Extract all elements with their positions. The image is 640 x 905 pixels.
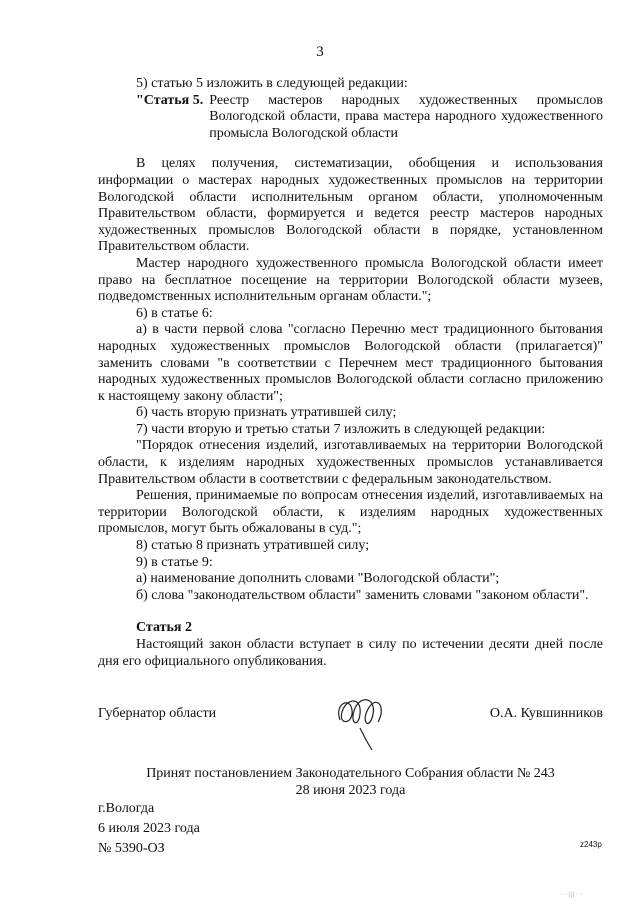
document-code: z243p (580, 840, 602, 849)
handwritten-signature (330, 690, 390, 752)
paragraph-item-9b: б) слова "законодательством области" заменить словами "законом области". (136, 587, 589, 603)
signatory-name: О.А. Кувшинников (489, 706, 603, 721)
paragraph-master-rights: Мастер народного художественного промысла Вологодской области имеет право на бесплатное посещение на территории Вологодской области музеев, подведомственных исполнительным органам области."; (98, 255, 603, 305)
footer-date: 6 июля 2023 года (98, 821, 200, 836)
article-2-heading: Статья 2 (136, 620, 192, 636)
page-number: 3 (316, 44, 324, 60)
article-5-heading (136, 93, 603, 143)
paragraph-item-6b: б) часть вторую признать утратившей силу; (136, 405, 397, 421)
paragraph-procedure: "Порядок отнесения изделий, изготавливаемых на территории Вологодской области, к изделиям народных художественных промыслов устанавливается Правительством области в соответствии с федеральным законодательством. (98, 438, 603, 487)
adoption-note (98, 765, 603, 799)
footer-info (98, 799, 200, 859)
paragraph-item-7: 7) части вторую и третью статьи 7 изложить в следующей редакции: (136, 421, 546, 437)
paragraph-decisions: Решения, принимаемые по вопросам отнесения изделий, изготавливаемых на территории Вологодской области, к изделиям народных художественных промыслов, могут быть обжалованы в суд."; (98, 488, 603, 537)
footer-number: № 5390-ОЗ (98, 841, 165, 856)
scan-marks: · ·|||· · (560, 892, 584, 898)
adoption-resolution: Принят постановлением Законодательного Собрания области № 243 (146, 766, 555, 781)
article-5-title: Реестр мастеров народных художественных промыслов Вологодской области, права мастера народного художественного промысла Вологодской области (209, 92, 603, 141)
article-5-label: "Статья 5. (136, 92, 204, 108)
footer-city: г.Вологда (98, 801, 155, 816)
paragraph-item-9a: а) наименование дополнить словами "Вологодской области"; (136, 571, 500, 587)
paragraph-entry-into-force: Настоящий закон области вступает в силу по истечении десяти дней после дня его официального опубликования. (98, 637, 603, 669)
paragraph-registry: В целях получения, систематизации, обобщения и использования информации о мастерах народных художественных промыслов на территории Вологодской области исполнительным органом области, уполномоченным Правительством области, формируется и ведется реестр мастеров народных художественных промыслов Вологодской области в порядке, установленном Правительством области. (98, 156, 603, 255)
paragraph-item-5: 5) статью 5 изложить в следующей редакции: (136, 76, 408, 91)
paragraph-item-6: 6) в статье 6: (136, 305, 213, 321)
paragraph-item-8: 8) статью 8 признать утратившей силу; (136, 538, 370, 554)
adoption-date: 28 июня 2023 года (295, 783, 406, 798)
signatory-position: Губернатор области (98, 706, 217, 721)
document-body (98, 76, 603, 670)
paragraph-item-9: 9) в статье 9: (136, 554, 213, 570)
paragraph-item-6a: а) в части первой слова "согласно Перечню мест традиционного бытования народных художественных промыслов Вологодской области (прилагается)" заменить словами "в соответствии с Перечнем мест традиционного бытования народных художественных промыслов Вологодской области согласно приложению к настоящему закону области"; (98, 322, 603, 404)
